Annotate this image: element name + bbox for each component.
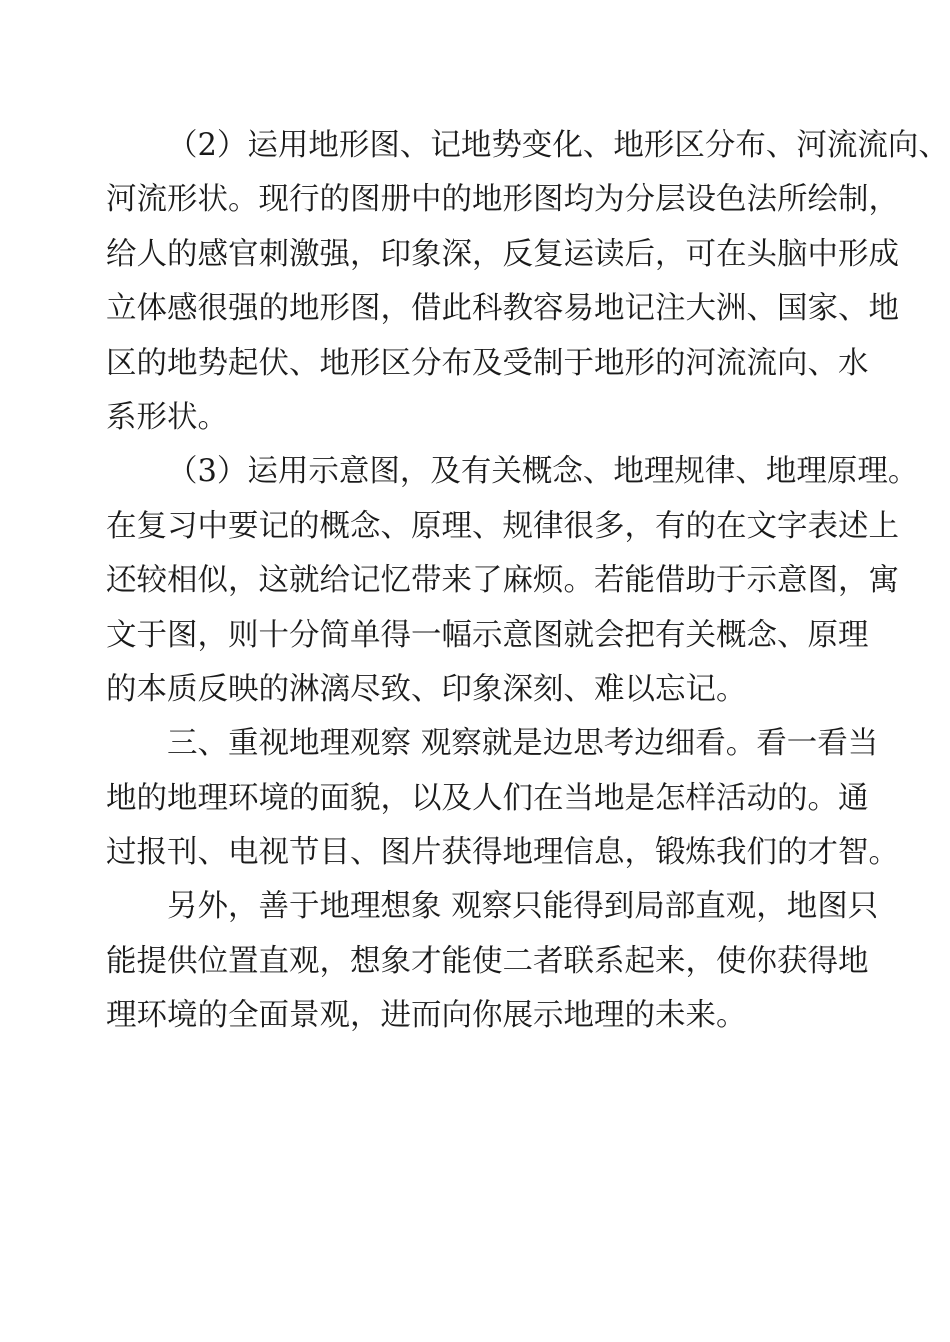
text-line: 能提供位置直观，想象才能使二者联系起来，使你获得地: [106, 943, 869, 979]
text-line: 理环境的全面景观，进而向你展示地理的未来。: [106, 998, 747, 1034]
text-line: 区的地势起伏、地形区分布及受制于地形的河流流向、水: [106, 345, 869, 381]
text-line: 三、重视地理观察 观察就是边思考边细看。看一看当: [167, 726, 879, 762]
text-line: （2）运用地形图、记地势变化、地形区分布、河流流向、: [167, 128, 949, 163]
paragraph-topographic-map: [106, 119, 949, 445]
text-line: 地的地理环境的面貌，以及人们在当地是怎样活动的。通: [106, 780, 869, 816]
text-line: 河流形状。现行的图册中的地形图均为分层设色法所绘制，: [106, 182, 899, 218]
text-line: 系形状。: [106, 399, 228, 435]
text-line: 文于图，则十分简单得一幅示意图就会把有关概念、原理: [106, 617, 869, 653]
text-line: 的本质反映的淋漓尽致、印象深刻、难以忘记。: [106, 671, 747, 707]
text-line: 在复习中要记的概念、原理、规律很多，有的在文字表述上: [106, 508, 899, 544]
paragraph-schematic-diagram: [106, 445, 919, 717]
text-line: 过报刊、电视节目、图片获得地理信息，锻炼我们的才智。: [106, 835, 899, 871]
text-line: 给人的感官刺激强，印象深，反复运读后，可在头脑中形成: [106, 236, 899, 272]
paragraph-geographic-observation: [106, 717, 899, 880]
document-body: [106, 119, 949, 1044]
text-line: 立体感很强的地形图，借此科教容易地记注大洲、国家、地: [106, 291, 899, 327]
text-line: 另外，善于地理想象 观察只能得到局部直观，地图只: [167, 889, 879, 925]
text-line: 还较相似，这就给记忆带来了麻烦。若能借助于示意图，寓: [106, 563, 899, 599]
paragraph-geographic-imagination: [106, 880, 879, 1043]
text-line: （3）运用示意图，及有关概念、地理规律、地理原理。: [167, 454, 919, 490]
